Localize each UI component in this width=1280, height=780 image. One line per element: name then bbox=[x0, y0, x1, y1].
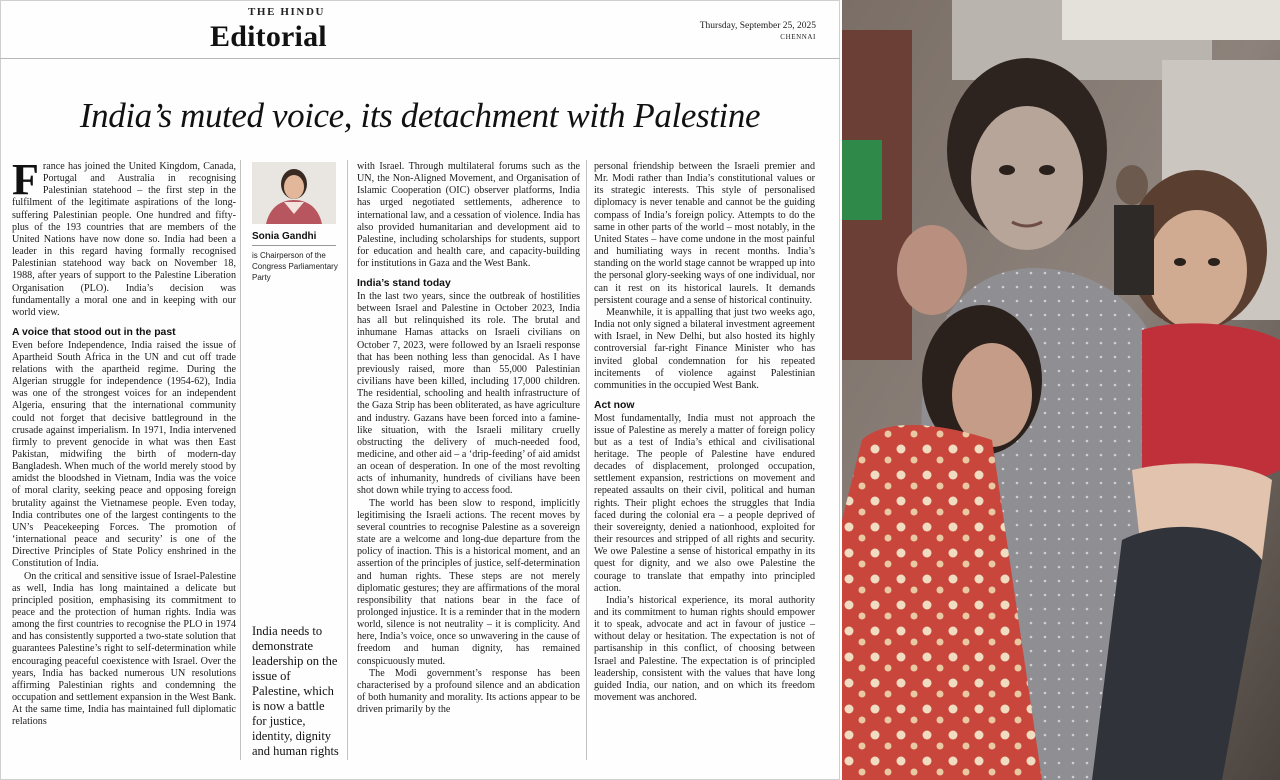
subheading: Act now bbox=[594, 399, 635, 411]
drop-cap: F bbox=[12, 155, 39, 204]
body-paragraph: India’s historical experience, its moral authority and its commitment to human rights should empower it to speak, advocate and act in favour of justice – without delay or hesitation. The expectation is not of partisanship in this conflict, of choosing between Israel and Palestine. The expectation is of principled leadership, consistent with the values that have long guided India, our nation, and on which its freedom movement was anchored. bbox=[594, 594, 815, 704]
column-rule bbox=[347, 160, 348, 760]
subheading: A voice that stood out in the past bbox=[12, 327, 176, 339]
body-paragraph: The world has been slow to respond, implicitly legitimising the Israeli actions. The recent moves by several countries to recognise Palestine as a sovereign state are a welcome and long-due departure from the policy of inaction. This is a historical moment, and an assertion of the principles of justice, self-determination and human rights. These steps are not merely diplomatic gestures; they are affirmations of the moral responsibility that nations bear in the face of prolonged injustice. It is a reminder that in the modern world, silence is not neutrality – it is complicity. And here, India’s voice, once so unwavering in the cause of freedom and human dignity, has remained conspicuously muted. bbox=[357, 497, 580, 667]
body-paragraph: The Modi government’s response has been characterised by a profound silence and an abdication of both humanity and morality. Its actions appear to be driven primarily by the bbox=[357, 667, 580, 716]
column-rule bbox=[586, 160, 587, 760]
article-column-1 bbox=[12, 155, 236, 729]
children-photograph bbox=[842, 0, 1280, 780]
edition-label: CHENNAI bbox=[780, 33, 816, 41]
lead-paragraph: France has joined the United Kingdom, Canada, Portugal and Australia in recognising Palestinian statehood – the first step in the fulfilment of the legitimate aspirations of the long-suffering Palestinian people. One hundred and fifty-plus of the 193 countries that are members of the United Nations have now done so. India had been a leader in this regard having formally recognised Palestinian statehood way back on November 18, 1988, after years of support to the Palestine Liberation Organisation (PLO). India’s decision was fundamentally a moral one and in keeping with our world view. bbox=[12, 155, 236, 318]
author-portrait-image bbox=[252, 162, 336, 224]
author-name: Sonia Gandhi bbox=[252, 231, 317, 242]
body-paragraph: Even before Independence, India raised the issue of Apartheid South Africa in the UN and cut off trade relations with the apartheid regime. During the Algerian struggle for independence (1954-62), India was one of the strongest voices for an independent Algeria, ensuring that the international community could not forget that decisive battleground in the crusade against imperialism. In 1971, India intervened firmly to prevent genocide in what was then East Pakistan, midwifing the birth of modern-day Bangladesh. When much of the world merely stood by amidst the bloodshed in Vietnam, India was the voice of moral clarity, seeking peace and opposing foreign brutality against the Vietnamese people. Even today, India contributes one of the largest contingents to the UN’s Peacekeeping Forces. The promotion of ‘international peace and security’ is one of the Directive Principles of State Policy enshrined in the Constitution of India. bbox=[12, 339, 236, 570]
article-headline: India’s muted voice, its detachment with Palestine bbox=[79, 96, 761, 135]
body-paragraph: On the critical and sensitive issue of Israel-Palestine as well, India has long maintained a delicate but principled position, emphasising its commitment to peace and the protection of human rights. India was among the first countries to recognise the PLO in 1974 and has consistently supported a two-state solution that guarantees Palestine’s right to self-determination while encouraging peaceful coexistence with Israel. Over the years, India has backed numerous UN resolutions affirming Palestinian rights and condemning the occupation and settlement expansion in the West Bank. At the same time, India has maintained full diplomatic relations bbox=[12, 570, 236, 728]
newspaper-name: THE HINDU bbox=[248, 6, 326, 18]
body-paragraph: Meanwhile, it is appalling that just two weeks ago, India not only signed a bilateral investment agreement with Israel, in New Delhi, but also hosted its highly controversial far-right Finance Minister who has invited global condemnation for his repeated incitements of violence against Palestinian communities in the occupied West Bank. bbox=[594, 306, 815, 391]
masthead-divider bbox=[0, 58, 840, 59]
body-paragraph: In the last two years, since the outbreak of hostilities between Israel and Palestine in October 2023, India has all but relinquished its role. The brutal and inhumane Hamas attacks on Israeli civilians on October 7, 2023, were followed by an Israeli response that has been nothing less than genocidal. As I have previously raised, more than 55,000 Palestinian civilians have been killed, including 17,000 children. The residential, schooling and health infrastructure of the Gaza Strip has been obliterated, as have agriculture and industry. Gazans have been forced into a famine-like situation, with the Israeli military cruelly obstructing the delivery of much-needed food, medicine, and other aid – a ‘drip-feeding’ of aid amidst an ocean of desperation. In one of the most revolting acts of inhumanity, hundreds of civilians have been shot down while trying to access food. bbox=[357, 290, 580, 497]
body-paragraph: Most fundamentally, India must not approach the issue of Palestine as merely a matter of foreign policy but as a test of India’s ethical and civilisational heritage. The people of Palestine have endured decades of displacement, prolonged occupation, settlement expansion, restrictions on movement and repeated assaults on their civil, political and human rights. Their plight echoes the struggles that India faced during the colonial era – a people deprived of their sovereignty, denied a nationhood, exploited for their resources and stripped of all rights and security. We owe Palestine a sense of historical empathy in its quest for dignity, and we also owe Palestine the courage to translate that empathy into principled action. bbox=[594, 412, 815, 594]
column-rule bbox=[240, 160, 241, 760]
subheading: India’s stand today bbox=[357, 278, 451, 290]
news-photograph bbox=[842, 0, 1280, 780]
article-column-3 bbox=[594, 161, 815, 704]
pull-quote: India needs to demonstrate leadership on the issue of Palestine, which is now a battle for justice, identity, dignity and human rights bbox=[252, 624, 339, 758]
body-paragraph: personal friendship between the Israeli premier and Mr. Modi rather than India’s constitutional values or its strategic interests. This style of personalised diplomacy is never tenable and cannot be the guiding compass of India’s foreign policy. Attempts to do the same in other parts of the world – most notably, in the United States – have come undone in the most painful and humiliating ways in recent months. India’s standing on the world stage cannot be wrapped up into the personal glory-seeking ways of one individual, nor can it rest on its historical laurels. It demands persistent courage and a sense of historical continuity. bbox=[594, 161, 815, 306]
body-paragraph: with Israel. Through multilateral forums such as the UN, the Non-Aligned Movement, and Organisation of Islamic Cooperation (OIC) observer platforms, India has urged negotiated settlements, adherence to international law, and a cessation of violence. India has also provided humanitarian and development aid to Palestine, including scholarships for students, support for education and health care, and capacity-building for institutions in Gaza and the West Bank. bbox=[357, 161, 581, 270]
author-divider bbox=[252, 245, 336, 246]
section-title: Editorial bbox=[210, 20, 327, 53]
article-column-2 bbox=[357, 161, 580, 716]
author-portrait bbox=[252, 162, 336, 224]
publication-date: Thursday, September 25, 2025 bbox=[699, 21, 816, 31]
author-description: is Chairperson of the Congress Parliamentary Party bbox=[252, 251, 338, 283]
